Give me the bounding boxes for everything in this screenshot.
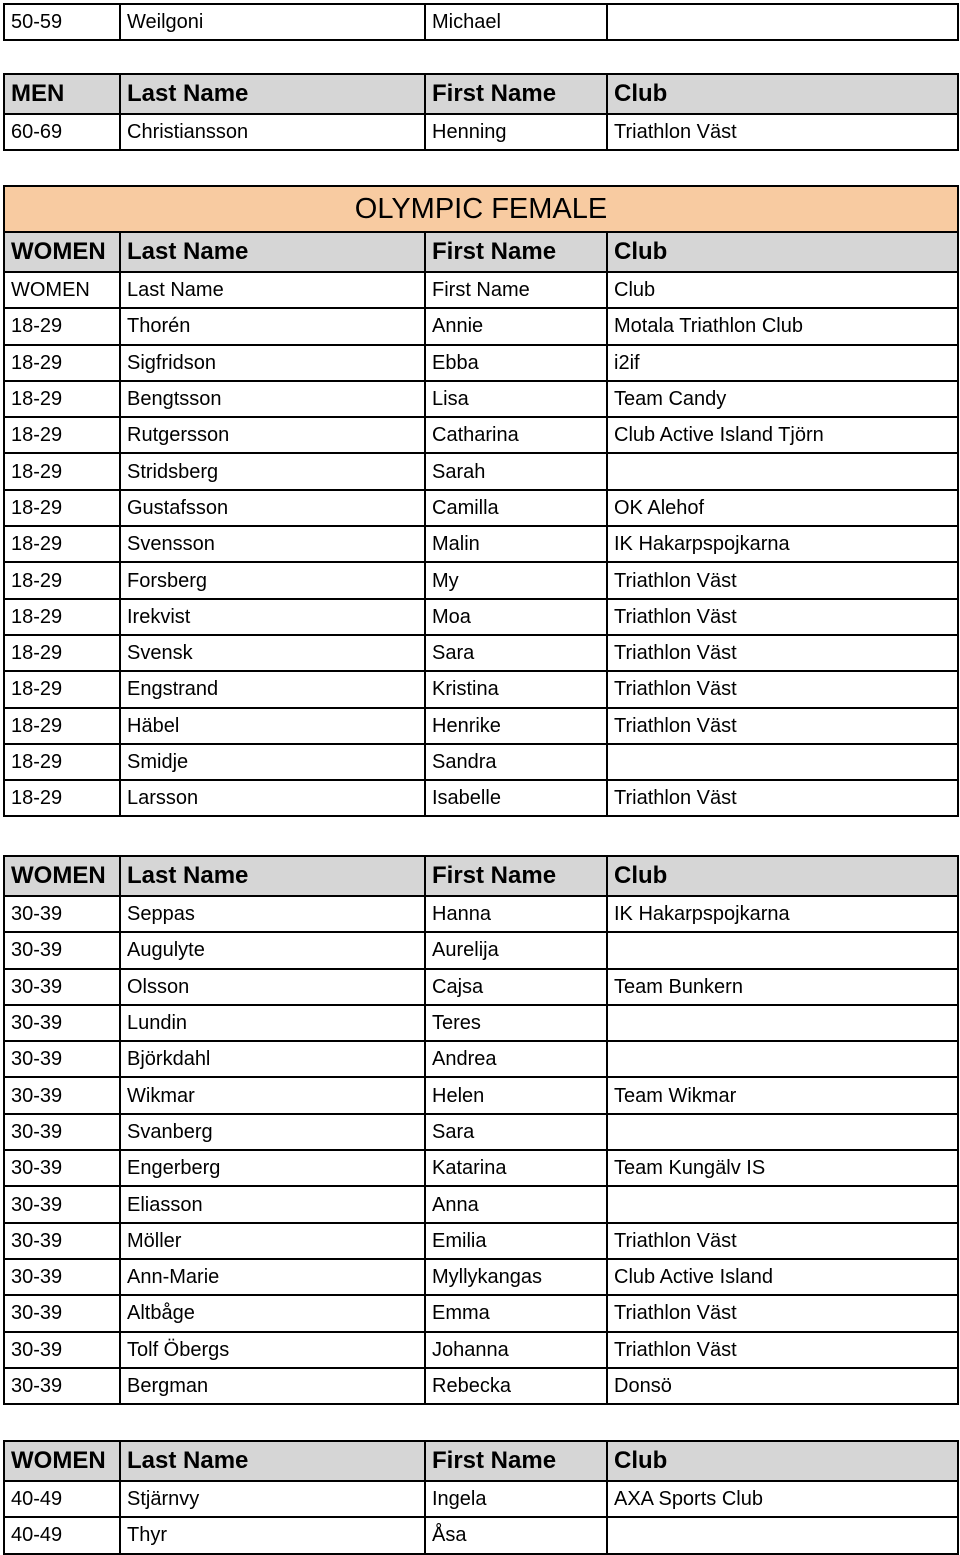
last-name-cell: Smidje [120,744,425,780]
header-age-group: WOMEN [4,232,120,272]
table-body [4,856,958,1404]
last-name-cell: Olsson [120,969,425,1005]
age-group-cell: 18-29 [4,744,120,780]
first-name-cell: Aurelija [425,932,607,968]
last-name-cell: Björkdahl [120,1041,425,1077]
age-group-cell: 30-39 [4,932,120,968]
header-row [4,74,958,114]
age-group-cell: 30-39 [4,1041,120,1077]
table-olympic-female-18-29 [3,185,959,817]
club-cell: OK Alehof [607,490,958,526]
header-first-name: First Name [425,74,607,114]
table-row [4,780,958,816]
age-group-cell: 18-29 [4,345,120,381]
first-name-cell: Rebecka [425,1368,607,1404]
club-cell: Team Kungälv IS [607,1150,958,1186]
last-name-cell: Stridsberg [120,453,425,489]
table-row [4,490,958,526]
age-group-cell: 18-29 [4,635,120,671]
table-row [4,708,958,744]
table-row [4,417,958,453]
age-group-cell: 30-39 [4,896,120,932]
first-name-cell: Isabelle [425,780,607,816]
first-name-cell: Sarah [425,453,607,489]
last-name-cell: Wikmar [120,1077,425,1113]
age-group-cell: 18-29 [4,562,120,598]
age-group-cell: 18-29 [4,780,120,816]
table-row [4,635,958,671]
table-row [4,896,958,932]
first-name-cell: Camilla [425,490,607,526]
club-cell [607,453,958,489]
age-group-cell: 30-39 [4,1005,120,1041]
club-cell: Triathlon Väst [607,114,958,150]
first-name-cell: Myllykangas [425,1259,607,1295]
age-group-cell: 40-49 [4,1517,120,1553]
club-cell: Club Active Island Tjörn [607,417,958,453]
age-group-cell: 18-29 [4,417,120,453]
age-group-cell: 50-59 [4,4,120,40]
first-name-cell: Michael [425,4,607,40]
club-cell: Triathlon Väst [607,671,958,707]
header-club: Club [607,1441,958,1481]
club-cell: AXA Sports Club [607,1481,958,1517]
table-row [4,1295,958,1331]
last-name-cell: Gustafsson [120,490,425,526]
table-body [4,186,958,816]
header-first-name: First Name [425,1441,607,1481]
club-cell [607,932,958,968]
header-age-group: MEN [4,74,120,114]
first-name-cell: Teres [425,1005,607,1041]
table-row [4,671,958,707]
last-name-cell: Weilgoni [120,4,425,40]
section-title: OLYMPIC FEMALE [4,186,958,232]
first-name-cell: Sara [425,635,607,671]
club-cell: Team Wikmar [607,1077,958,1113]
first-name-cell: Andrea [425,1041,607,1077]
last-name-cell: Larsson [120,780,425,816]
last-name-cell: Last Name [120,272,425,308]
club-cell [607,1517,958,1553]
first-name-cell: Sara [425,1114,607,1150]
last-name-cell: Rutgersson [120,417,425,453]
first-name-cell: Henrike [425,708,607,744]
table-women-30-39 [3,855,959,1405]
header-first-name: First Name [425,856,607,896]
table-row [4,1041,958,1077]
table-row [4,526,958,562]
age-group-cell: 40-49 [4,1481,120,1517]
club-cell [607,4,958,40]
club-cell [607,1041,958,1077]
club-cell: Triathlon Väst [607,562,958,598]
table-women-40-49 [3,1440,959,1555]
last-name-cell: Seppas [120,896,425,932]
first-name-cell: Anna [425,1186,607,1222]
age-group-cell: 18-29 [4,490,120,526]
age-group-cell: 18-29 [4,308,120,344]
last-name-cell: Bengtsson [120,381,425,417]
club-cell: Motala Triathlon Club [607,308,958,344]
header-last-name: Last Name [120,856,425,896]
first-name-cell: First Name [425,272,607,308]
club-cell: Triathlon Väst [607,635,958,671]
table-row [4,1481,958,1517]
table-row [4,1077,958,1113]
age-group-cell: 30-39 [4,1332,120,1368]
section-title-row [4,186,958,232]
age-group-cell: 30-39 [4,969,120,1005]
last-name-cell: Eliasson [120,1186,425,1222]
first-name-cell: Emilia [425,1223,607,1259]
table-row [4,599,958,635]
club-cell: Donsö [607,1368,958,1404]
first-name-cell: Åsa [425,1517,607,1553]
table-row [4,744,958,780]
first-name-cell: Ingela [425,1481,607,1517]
table-row [4,1517,958,1553]
club-cell: Team Candy [607,381,958,417]
last-name-cell: Bergman [120,1368,425,1404]
table-row [4,453,958,489]
last-name-cell: Thyr [120,1517,425,1553]
last-name-cell: Sigfridson [120,345,425,381]
last-name-cell: Häbel [120,708,425,744]
first-name-cell: Ebba [425,345,607,381]
first-name-cell: Malin [425,526,607,562]
club-cell [607,1114,958,1150]
table-body [4,1441,958,1554]
header-club: Club [607,74,958,114]
last-name-cell: Thorén [120,308,425,344]
last-name-cell: Lundin [120,1005,425,1041]
last-name-cell: Svensson [120,526,425,562]
club-cell: i2if [607,345,958,381]
table-body [4,74,958,150]
first-name-cell: Sandra [425,744,607,780]
last-name-cell: Engerberg [120,1150,425,1186]
table-row [4,381,958,417]
club-cell: Triathlon Väst [607,1223,958,1259]
age-group-cell: 30-39 [4,1186,120,1222]
last-name-cell: Irekvist [120,599,425,635]
header-club: Club [607,232,958,272]
first-name-cell: Annie [425,308,607,344]
age-group-cell: 30-39 [4,1114,120,1150]
club-cell: Triathlon Väst [607,599,958,635]
club-cell: Triathlon Väst [607,780,958,816]
table-body [4,4,958,40]
first-name-cell: My [425,562,607,598]
table-row [4,969,958,1005]
first-name-cell: Cajsa [425,969,607,1005]
last-name-cell: Möller [120,1223,425,1259]
table-row [4,4,958,40]
age-group-cell: WOMEN [4,272,120,308]
first-name-cell: Hanna [425,896,607,932]
last-name-cell: Altbåge [120,1295,425,1331]
header-last-name: Last Name [120,74,425,114]
club-cell: Club [607,272,958,308]
header-age-group: WOMEN [4,1441,120,1481]
table-row [4,1150,958,1186]
age-group-cell: 30-39 [4,1150,120,1186]
header-row [4,856,958,896]
club-cell: Triathlon Väst [607,1332,958,1368]
club-cell [607,1186,958,1222]
first-name-cell: Henning [425,114,607,150]
age-group-cell: 18-29 [4,671,120,707]
age-group-cell: 30-39 [4,1077,120,1113]
age-group-cell: 60-69 [4,114,120,150]
table-row [4,562,958,598]
table-row [4,308,958,344]
club-cell [607,744,958,780]
age-group-cell: 18-29 [4,381,120,417]
club-cell [607,1005,958,1041]
age-group-cell: 18-29 [4,599,120,635]
table-row [4,114,958,150]
table-row [4,1259,958,1295]
age-group-cell: 30-39 [4,1295,120,1331]
header-row [4,1441,958,1481]
header-age-group: WOMEN [4,856,120,896]
last-name-cell: Svanberg [120,1114,425,1150]
first-name-cell: Katarina [425,1150,607,1186]
first-name-cell: Catharina [425,417,607,453]
header-row [4,232,958,272]
first-name-cell: Helen [425,1077,607,1113]
age-group-cell: 30-39 [4,1259,120,1295]
first-name-cell: Kristina [425,671,607,707]
first-name-cell: Moa [425,599,607,635]
club-cell: Club Active Island [607,1259,958,1295]
club-cell: Triathlon Väst [607,708,958,744]
table-row [4,1005,958,1041]
last-name-cell: Augulyte [120,932,425,968]
header-last-name: Last Name [120,1441,425,1481]
first-name-cell: Emma [425,1295,607,1331]
table-50-59-men [3,3,959,41]
table-row [4,272,958,308]
age-group-cell: 30-39 [4,1223,120,1259]
header-last-name: Last Name [120,232,425,272]
first-name-cell: Lisa [425,381,607,417]
table-row [4,345,958,381]
last-name-cell: Tolf Öbergs [120,1332,425,1368]
age-group-cell: 18-29 [4,526,120,562]
table-row [4,1368,958,1404]
club-cell: IK Hakarpspojkarna [607,896,958,932]
table-row [4,1186,958,1222]
club-cell: Triathlon Väst [607,1295,958,1331]
age-group-cell: 30-39 [4,1368,120,1404]
age-group-cell: 18-29 [4,708,120,744]
age-group-cell: 18-29 [4,453,120,489]
header-first-name: First Name [425,232,607,272]
club-cell: Team Bunkern [607,969,958,1005]
header-club: Club [607,856,958,896]
club-cell: IK Hakarpspojkarna [607,526,958,562]
last-name-cell: Engstrand [120,671,425,707]
last-name-cell: Forsberg [120,562,425,598]
table-row [4,932,958,968]
last-name-cell: Stjärnvy [120,1481,425,1517]
first-name-cell: Johanna [425,1332,607,1368]
last-name-cell: Christiansson [120,114,425,150]
table-men-60-69 [3,73,959,151]
last-name-cell: Ann-Marie [120,1259,425,1295]
table-row [4,1223,958,1259]
table-row [4,1332,958,1368]
last-name-cell: Svensk [120,635,425,671]
table-row [4,1114,958,1150]
